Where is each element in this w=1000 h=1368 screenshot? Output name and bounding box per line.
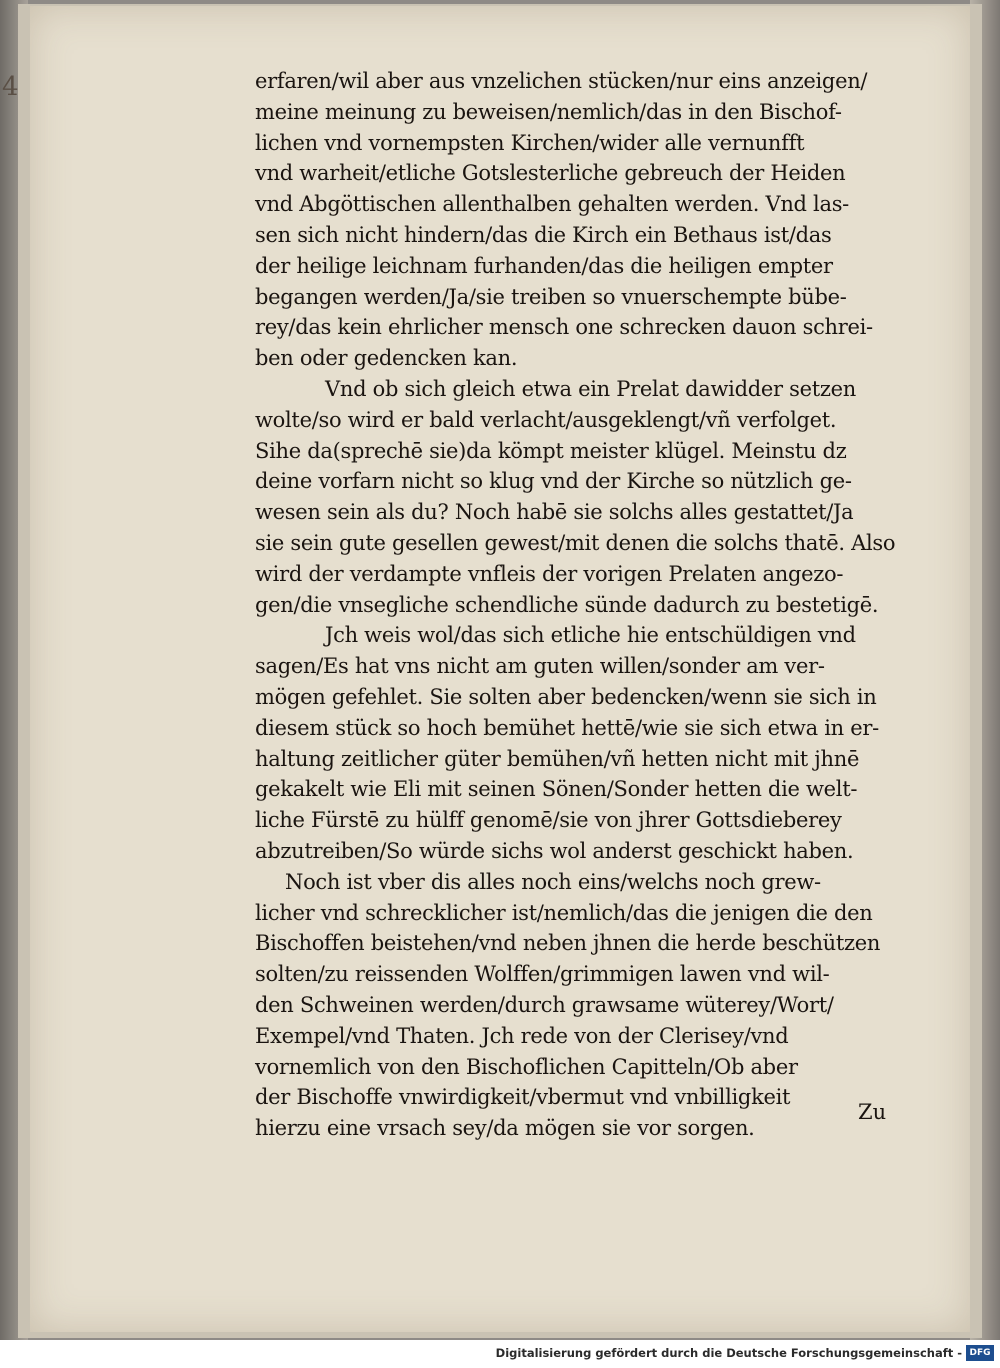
text-line: Exempel/vnd Thaten. Jch rede von der Clerisey/vnd (255, 1023, 789, 1048)
text-line: ben oder gedencken kan. (255, 346, 518, 371)
text-line: Jch weis wol/das sich etliche hie entschüldigen vnd (325, 623, 856, 648)
text-line: Bischoffen beistehen/vnd neben jhnen die herde beschützen (255, 931, 881, 956)
text-line: begangen werden/Ja/sie treiben so vnuerschempte bübe- (255, 284, 847, 309)
text-line: der Bischoffe vnwirdigkeit/vbermut vnd vnbilligkeit (255, 1085, 791, 1110)
text-line: vornemlich von den Bischoflichen Capitteln/Ob aber (255, 1054, 798, 1079)
text-line: abzutreiben/So würde sichs wol anderst geschickt haben. (255, 838, 854, 863)
footer-bar (0, 1340, 1000, 1368)
text-line: rey/das kein ehrlicher mensch one schrecken dauon schrei- (255, 315, 873, 340)
margin-mark: 4 (2, 72, 19, 102)
text-line: sie sein gute gesellen gewest/mit denen die solchs thatē. Also (255, 530, 896, 555)
text-line: wolte/so wird er bald verlacht/ausgeklengt/vñ verfolget. (255, 407, 837, 432)
text-line: sen sich nicht hindern/das die Kirch ein Bethaus ist/das (255, 222, 832, 247)
text-line: wesen sein als du? Noch habē sie solchs alles gestattet/Ja (255, 500, 854, 525)
text-line: haltung zeitlicher güter bemühen/vñ hetten nicht mit jhnē (255, 746, 860, 771)
text-line: mögen gefehlet. Sie solten aber bedencken/wenn sie sich in (255, 684, 877, 709)
text-line: den Schweinen werden/durch grawsame wüterey/Wort/ (255, 992, 834, 1017)
text-line: hierzu eine vrsach sey/da mögen sie vor sorgen. (255, 1116, 755, 1141)
text-line: der heilige leichnam furhanden/das die heiligen empter (255, 253, 833, 278)
text-line: deine vorfarn nicht so klug vnd der Kirche so nützlich ge- (255, 469, 852, 494)
text-line: vnd Abgöttischen allenthalben gehalten werden. Vnd las- (255, 192, 849, 217)
text-line: Sihe da(sprechē sie)da kömpt meister klügel. Meinstu dz (255, 438, 847, 463)
catchword: Zu (858, 1100, 887, 1124)
text-line: Noch ist vber dis alles noch eins/welchs noch grew- (285, 869, 821, 894)
text-line: licher vnd schrecklicher ist/nemlich/das die jenigen die den (255, 900, 873, 925)
text-line: wird der verdampte vnfleis der vorigen Prelaten angezo- (255, 561, 844, 586)
text-line: vnd warheit/etliche Gotslesterliche gebreuch der Heiden (255, 161, 846, 186)
text-line: liche Fürstē zu hülff genomē/sie von jhrer Gottsdieberey (255, 808, 842, 833)
text-line: sagen/Es hat vns nicht am guten willen/sonder am ver- (255, 654, 825, 679)
footer-credit: Digitalisierung gefördert durch die Deutsche Forschungsgemeinschaft - (495, 1346, 962, 1360)
text-line: solten/zu reissenden Wolffen/grimmigen lawen vnd wil- (255, 962, 830, 987)
text-line: erfaren/wil aber aus vnzelichen stücken/nur eins anzeigen/ (255, 69, 868, 93)
text-line: gekakelt wie Eli mit seinen Sönen/Sonder hetten die welt- (255, 777, 858, 802)
text-line: gen/die vnsegliche schendliche sünde dadurch zu bestetigē. (255, 592, 879, 617)
text-line: diesem stück so hoch bemühet hettē/wie sie sich etwa in er- (255, 715, 879, 740)
text-line: lichen vnd vornempsten Kirchen/wider alle vernunfft (255, 130, 805, 155)
dfg-logo: DFG (966, 1345, 994, 1361)
page-text-block (255, 66, 935, 1144)
text-line: meine meinung zu beweisen/nemlich/das in den Bischof- (255, 99, 842, 124)
text-line: Vnd ob sich gleich etwa ein Prelat dawidder setzen (325, 376, 856, 401)
